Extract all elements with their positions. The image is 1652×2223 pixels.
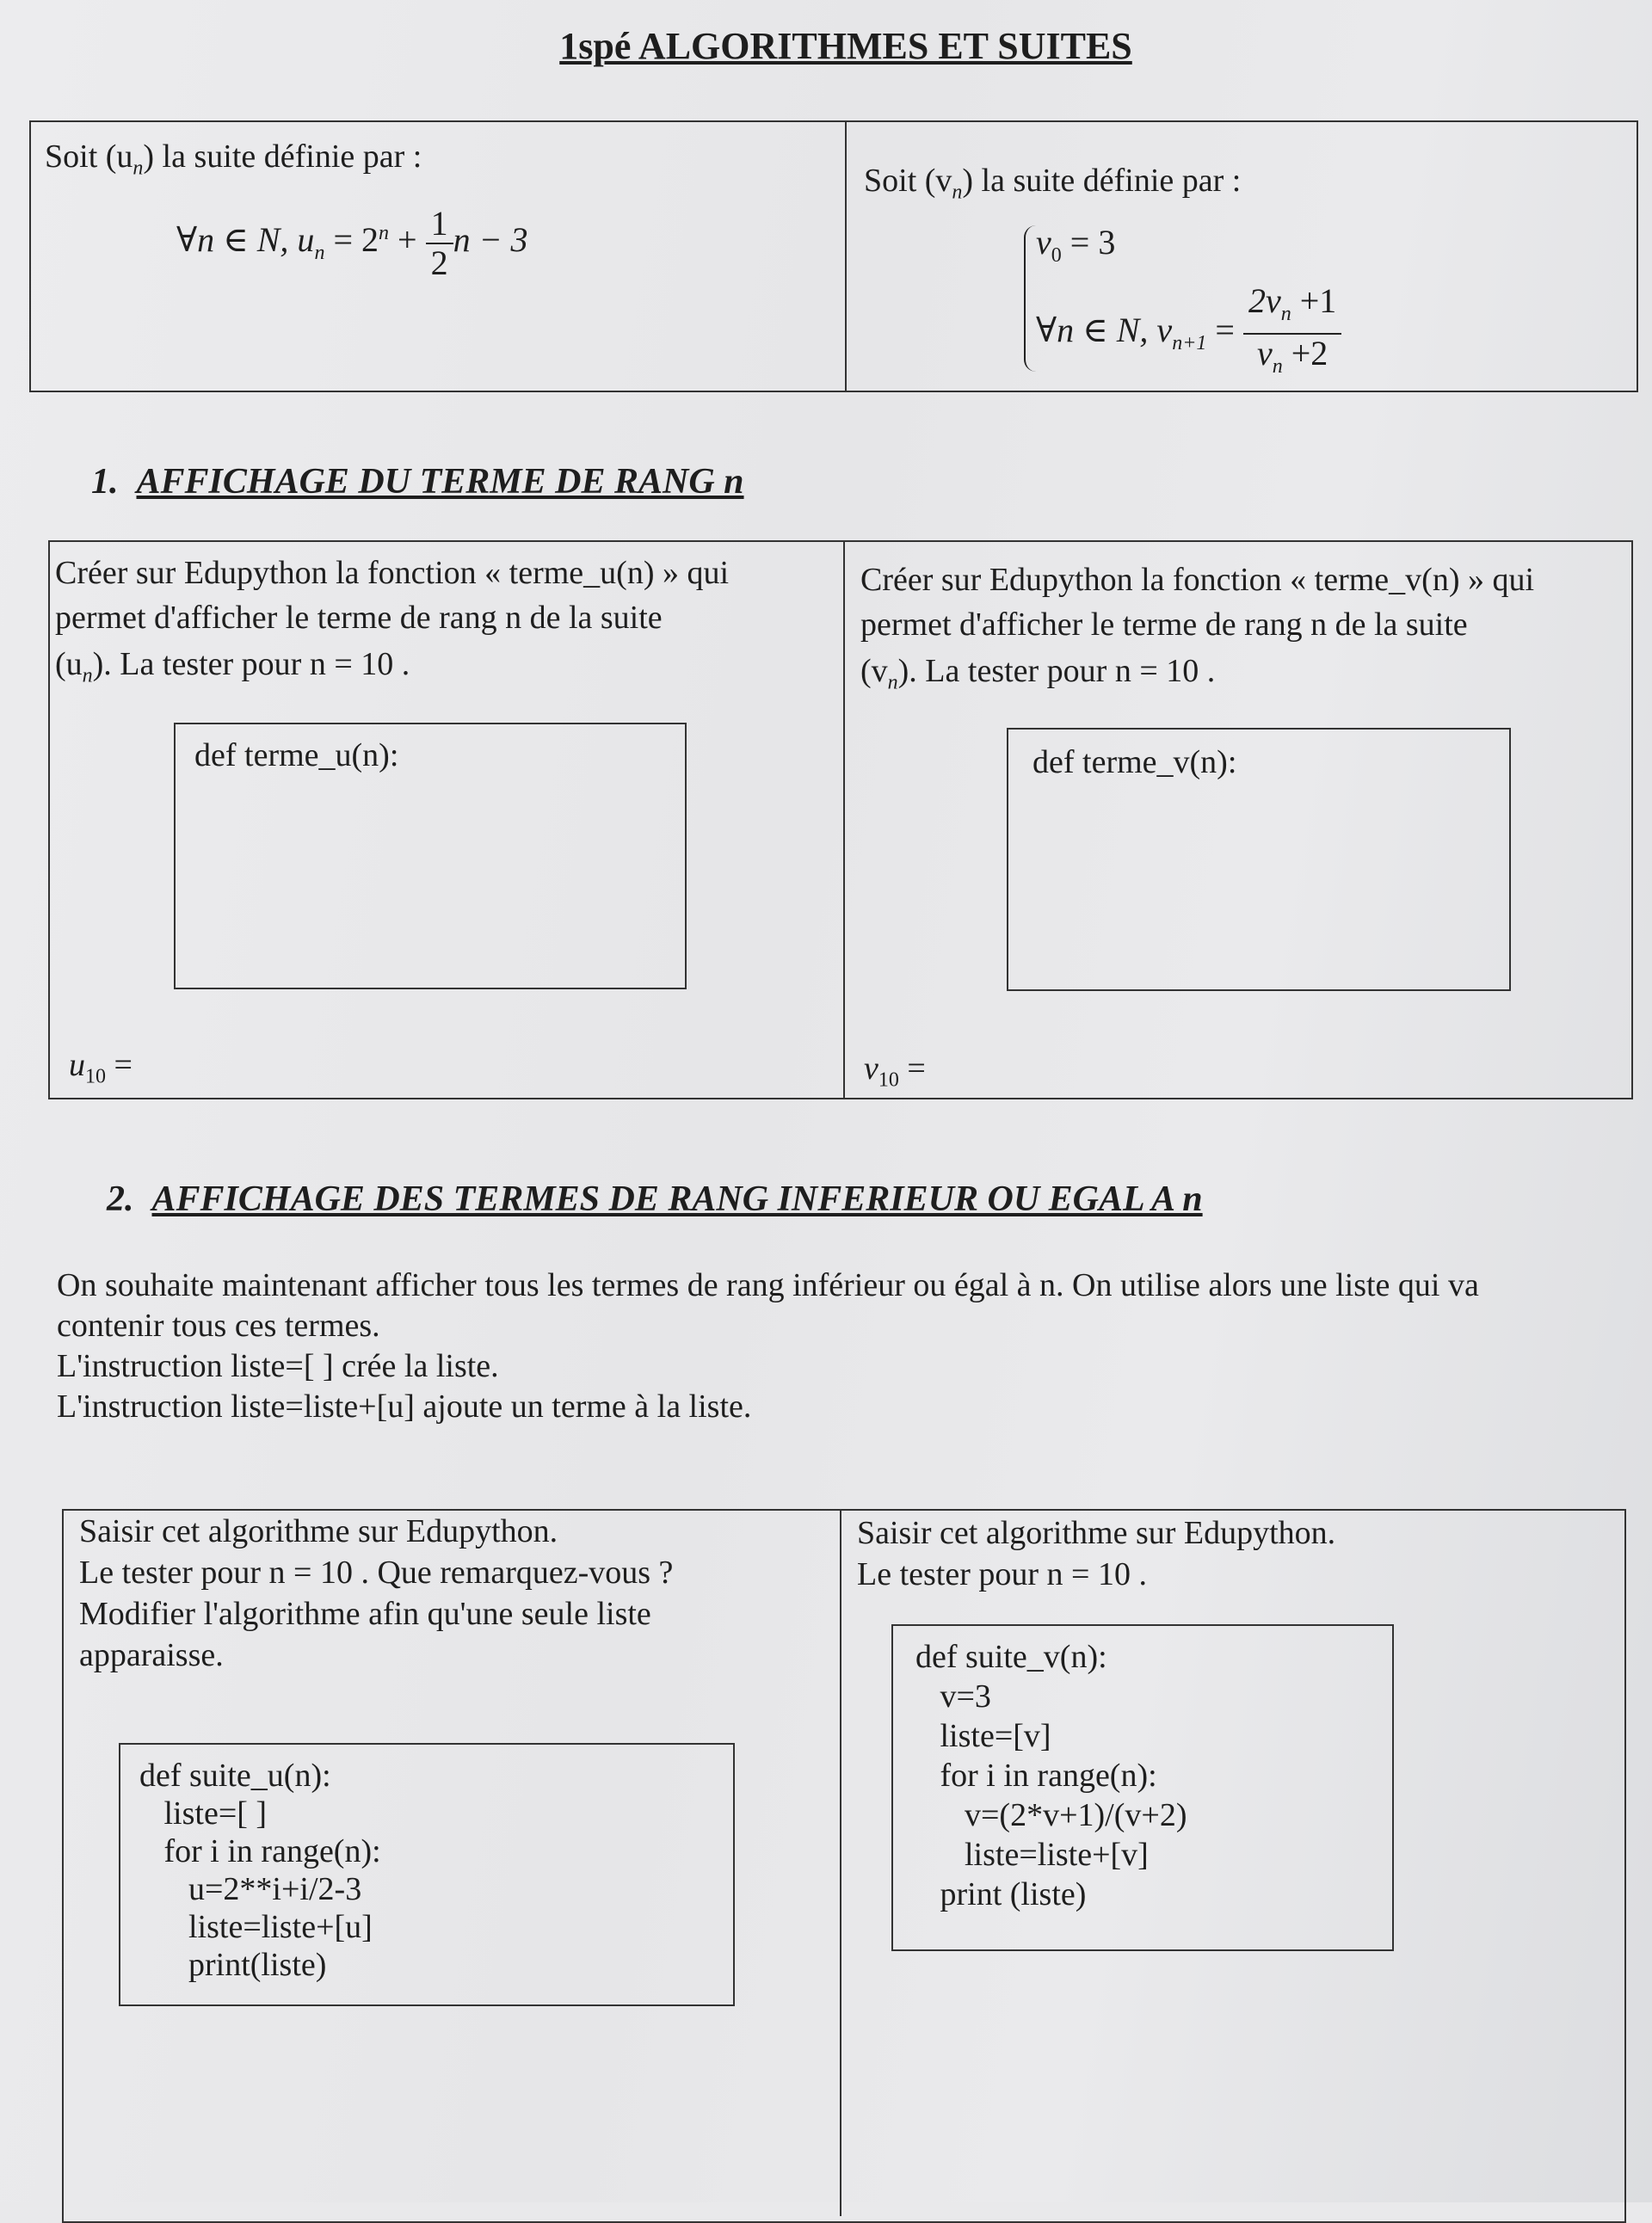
suite-u-code-line-2: liste=[ ] bbox=[139, 1795, 268, 1832]
section2-intro-line1: On souhaite maintenant afficher tous les termes de rang inférieur ou égal à n. On utilise alors une liste qui va bbox=[57, 1267, 1479, 1303]
section2-intro-line4: L'instruction liste=liste+[u] ajoute un terme à la liste. bbox=[57, 1389, 752, 1425]
section2-right-instruction-2: Le tester pour n = 10 . bbox=[857, 1556, 1147, 1592]
section2-left-instruction-2: Le tester pour n = 10 . Que remarquez-vous ? bbox=[79, 1555, 674, 1591]
suite-v-code-line-4: for i in range(n): bbox=[915, 1758, 1157, 1794]
suite-u-code-line-6: print(liste) bbox=[139, 1947, 327, 1983]
u-definition-intro: Soit $(u_n)$ la suite définie par : bbox=[45, 139, 422, 180]
section2-left-instruction-4: apparaisse. bbox=[79, 1637, 224, 1673]
definitions-divider bbox=[845, 122, 847, 391]
suite-u-code-line-1: def suite_u(n): bbox=[139, 1758, 331, 1794]
v0-initial-term: $v_0 = 3$ bbox=[1036, 223, 1116, 267]
suite-v-code-line-6: liste=liste+[v] bbox=[915, 1837, 1149, 1873]
section2-right-instruction-1: Saisir cet algorithme sur Edupython. bbox=[857, 1515, 1336, 1551]
section2-left-instruction-1: Saisir cet algorithme sur Edupython. bbox=[79, 1513, 558, 1549]
page-title: 1spé ALGORITHMES ET SUITES bbox=[559, 25, 1132, 67]
section1-left-line1: Créer sur Edupython la fonction « terme_u(n) » qui bbox=[55, 555, 730, 591]
v-recurrence: ∀n ∈ N, $v_{n+1}$ = $\frac{2v_n +1}{v_n +2}$ bbox=[1036, 282, 1341, 385]
section1-divider bbox=[843, 542, 845, 1098]
suite-v-code-line-3: liste=[v] bbox=[915, 1718, 1051, 1754]
section2-divider bbox=[840, 1511, 841, 2216]
v10-result-label: $v_{10}$ = bbox=[864, 1050, 926, 1092]
terme-v-code: def terme_v(n): bbox=[1032, 744, 1237, 780]
suite-v-code-line-1: def suite_v(n): bbox=[915, 1639, 1107, 1675]
u-formula: ∀n ∈ N, $u_n = 2^n$ + $\frac{1}{2}$ n − 3 bbox=[176, 204, 528, 282]
section1-left-line3: $(u_n)$. La tester pour n = 10 . bbox=[55, 646, 410, 687]
section1-left-line2: permet d'afficher le terme de rang n de la suite bbox=[55, 600, 663, 636]
section2-left-instruction-3: Modifier l'algorithme afin qu'une seule liste bbox=[79, 1596, 651, 1632]
section1-right-line3: $(v_n)$. La tester pour n = 10 . bbox=[860, 653, 1216, 694]
suite-v-code-line-2: v=3 bbox=[915, 1678, 991, 1715]
suite-v-code-line-7: print (liste) bbox=[915, 1876, 1087, 1912]
suite-u-code-line-3: for i in range(n): bbox=[139, 1833, 381, 1869]
section2-heading: 2. AFFICHAGE DES TERMES DE RANG INFERIEUR OU EGAL A n bbox=[107, 1179, 1203, 1219]
section2-intro-line3: L'instruction liste=[ ] crée la liste. bbox=[57, 1348, 499, 1384]
suite-u-code-line-5: liste=liste+[u] bbox=[139, 1909, 373, 1945]
u10-result-label: $u_{10}$ = bbox=[69, 1047, 133, 1088]
section1-heading: 1. AFFICHAGE DU TERME DE RANG n bbox=[91, 462, 744, 502]
section1-right-line2: permet d'afficher le terme de rang n de la suite bbox=[860, 607, 1468, 643]
suite-u-code-line-4: u=2**i+i/2-3 bbox=[139, 1871, 362, 1907]
section1-right-line1: Créer sur Edupython la fonction « terme_v(n) » qui bbox=[860, 562, 1535, 598]
section2-intro-line2: contenir tous ces termes. bbox=[57, 1308, 380, 1344]
terme-u-code: def terme_u(n): bbox=[194, 737, 399, 773]
suite-v-code-line-5: v=(2*v+1)/(v+2) bbox=[915, 1797, 1187, 1833]
v-definition-intro: Soit $(v_n)$ la suite définie par : bbox=[864, 163, 1242, 204]
